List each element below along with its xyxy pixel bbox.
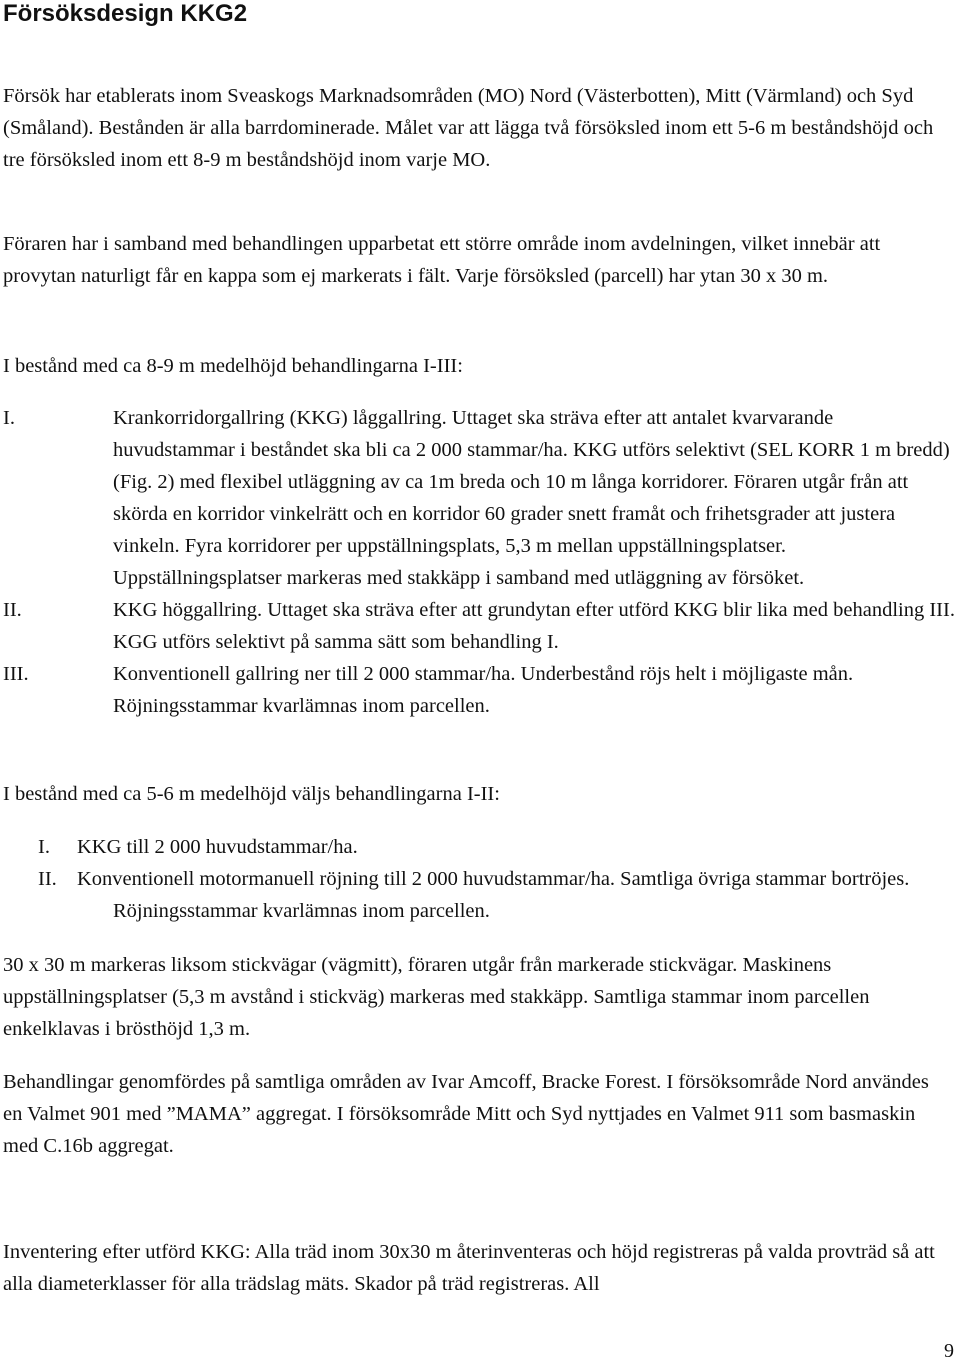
list-item-number: I.: [3, 407, 15, 429]
list-item-text: KKG höggallring. Uttaget ska sträva efter att grundytan efter utförd KKG blir lika med behandling III. KGG utförs selektivt på samma sätt som behandling I.: [113, 599, 955, 653]
treatment-list-8-9: [3, 402, 955, 722]
page-number: 9: [944, 1340, 954, 1362]
paragraph-intro: Försök har etablerats inom Sveaskogs Marknadsområden (MO) Nord (Västerbotten), Mitt (Värmland) och Syd (Småland). Bestånden är alla barrdominerade. Målet var att lägga två försöksled inom ett 5-6 m beståndshöjd och tre försöksled inom ett 8-9 m beståndshöjd inom varje MO.: [3, 85, 934, 171]
page-title: Försöksdesign KKG2: [3, 0, 248, 27]
list-item-number: II.: [3, 599, 22, 621]
paragraph-8-9-heading: I bestånd med ca 8-9 m medelhöjd behandlingarna I-III:: [3, 355, 463, 377]
list-item-text: KKG till 2 000 huvudstammar/ha.: [77, 836, 358, 858]
list-item: [3, 658, 955, 722]
list-item-text: Konventionell motormanuell röjning till 2 000 huvudstammar/ha. Samtliga övriga stammar bortröjes. Röjningsstammar kvarlämnas inom parcellen.: [77, 868, 910, 922]
list-item: [3, 594, 955, 658]
paragraph-treatments: Behandlingar genomfördes på samtliga områden av Ivar Amcoff, Bracke Forest. I försöksområde Nord användes en Valmet 901 med ”MAMA” aggregat. I försöksområde Mitt och Syd nyttjades en Valmet 911 som basmaskin med C.16b aggregat.: [3, 1071, 929, 1157]
paragraph-marking: 30 x 30 m markeras liksom stickvägar (vägmitt), föraren utgår från markerade stickvägar. Maskinens uppställningsplatser (5,3 m avstånd i stickväg) markeras med stakkäpp. Samtliga stammar inom parcellen enkelklavas i brösthöjd 1,3 m.: [3, 954, 870, 1040]
list-item: [3, 402, 955, 594]
list-item-number: III.: [3, 663, 29, 685]
list-item-number: I.: [38, 836, 50, 858]
list-item: [3, 863, 955, 927]
paragraph-inventory: Inventering efter utförd KKG: Alla träd inom 30x30 m återinventeras och höjd registreras på valda provträd så att alla diameterklasser för alla trädslag mäts. Skador på träd registreras. All: [3, 1241, 935, 1295]
list-item-number: II.: [38, 868, 57, 890]
treatment-list-5-6: [3, 831, 955, 927]
list-item-text: Krankorridorgallring (KKG) låggallring. Uttaget ska sträva efter att antalet kvarvarande huvudstammar i beståndet ska bli ca 2 000 stammar/ha. KKG utförs selektivt (SEL KORR 1 m bredd) (Fig. 2) med flexibel utläggning av ca 1m breda och 10 m långa korridorer. Föraren utgår från att skörda en korridor vinkelrätt och en korridor 60 grader snett framåt och frihetsgrader att justera vinkeln. Fyra korridorer per uppställningsplats, 5,3 m mellan uppställningsplatser. Uppställningsplatser markeras med stakkäpp i samband med utläggning av försöket.: [113, 407, 950, 589]
list-item-text: Konventionell gallring ner till 2 000 stammar/ha. Underbestånd röjs helt i möjligaste mån. Röjningsstammar kvarlämnas inom parcellen.: [113, 663, 854, 717]
paragraph-driver: Föraren har i samband med behandlingen upparbetat ett större område inom avdelningen, vilket innebär att provytan naturligt får en kappa som ej markerats i fält. Varje försöksled (parcell) har ytan 30 x 30 m.: [3, 233, 881, 287]
list-item: [3, 831, 955, 863]
paragraph-5-6-heading: I bestånd med ca 5-6 m medelhöjd väljs behandlingarna I-II:: [3, 783, 500, 805]
